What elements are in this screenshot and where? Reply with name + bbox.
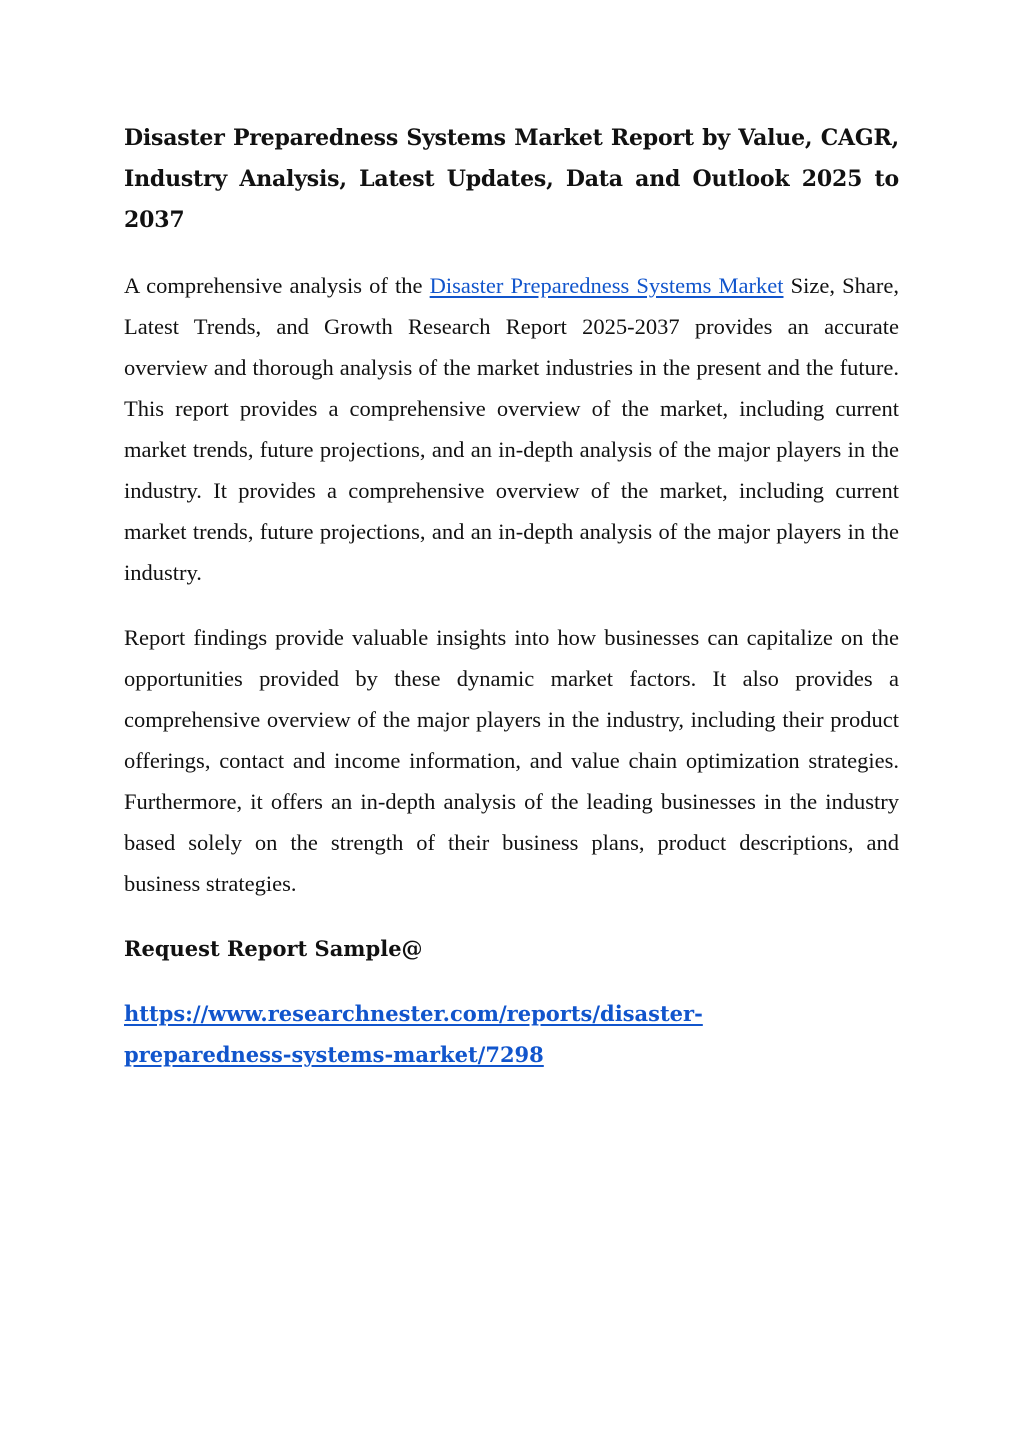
findings-paragraph: Report findings provide valuable insights into how businesses can capitalize on the opportunities provided by these dynamic market factors. It also provides a comprehensive overview of the major players in the industry, including their product offerings, contact and income information, and value chain optimization strategies. Furthermore, it offers an in-depth analysis of the leading businesses in the industry based solely on the strength of their business plans, product descriptions, and business strategies.	[124, 625, 899, 896]
document-page	[124, 118, 899, 1075]
intro-prefix: A comprehensive analysis of the	[124, 273, 430, 298]
request-url-line1: https://www.researchnester.com/reports/disaster-	[124, 1001, 703, 1026]
document-title: Disaster Preparedness Systems Market Report by Value, CAGR, Industry Analysis, Latest Updates, Data and Outlook 2025 to 2037	[124, 125, 899, 233]
intro-paragraph	[124, 265, 899, 593]
request-sample-link[interactable]	[124, 993, 804, 1075]
request-sample-label: Request Report Sample@	[124, 936, 423, 961]
intro-suffix: Size, Share, Latest Trends, and Growth Research Report 2025-2037 provides an accurate overview and thorough analysis of the market industries in the present and the future. This report provides a comprehensive overview of the market, including current market trends, future projections, and an in-depth analysis of the major players in the industry. It provides a comprehensive overview of the market, including current market trends, future projections, and an in-depth analysis of the major players in the industry.	[124, 273, 899, 585]
market-report-link[interactable]: Disaster Preparedness Systems Market	[429, 273, 784, 298]
request-url-line2: preparedness-systems-market/7298	[124, 1042, 544, 1067]
